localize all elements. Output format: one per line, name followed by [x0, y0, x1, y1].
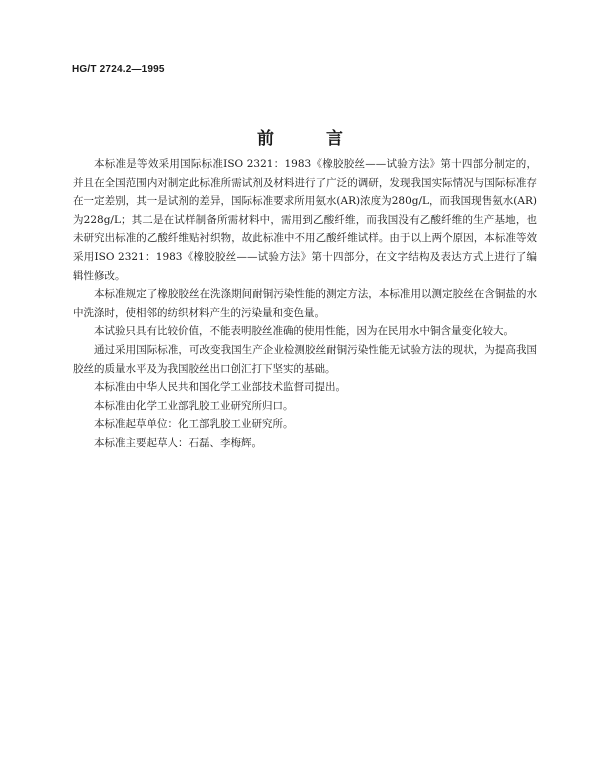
page-title: 前言: [257, 129, 395, 149]
document-body: [73, 155, 537, 453]
paragraph-benefit: 通过采用国际标准，可改变我国生产企业检测胶丝耐铜污染性能无试验方法的现状，为提高我国胶丝的质量水平及为我国胶丝出口创汇打下坚实的基础。: [73, 343, 537, 375]
paragraph-drafting-unit: 本标准起草单位：化工部乳胶工业研究所。: [94, 418, 294, 431]
paragraph-administrator: 本标准由化学工业部乳胶工业研究所归口。: [94, 399, 294, 412]
paragraph-drafters: 本标准主要起草人：石磊、李梅辉。: [94, 436, 262, 449]
standard-code: HG/T 2724.2—1995: [72, 64, 165, 75]
paragraph-comparative-value: 本试验只具有比较价值，不能表明胶丝准确的使用性能，因为在民用水中铜含量变化较大。: [94, 325, 514, 338]
paragraph-scope: 本标准规定了橡胶胶丝在洗涤期间耐铜污染性能的测定方法，本标准用以测定胶丝在含铜盐的水中洗涤时，使相邻的纺织材料产生的污染量和变色量。: [73, 288, 537, 319]
paragraph-proposer: 本标准由中华人民共和国化学工业部技术监督司提出。: [94, 381, 346, 394]
paragraph-adoption: 本标准是等效采用国际标准ISO 2321：1983《橡胶胶丝——试验方法》第十四部分制定的，并且在全国范围内对制定此标准所需试剂及材料进行了广泛的调研，发现我国实际情况与国际标准存在一定差别，其一是试剂的差异，国际标准要求所用氨水(AR)浓度为280g/L，而我国现售氨水(AR)为228g/L；其二是在试样制备所需材料中，需用到乙酸纤维，而我国没有乙酸纤维的生产基地，也未研究出标准的乙酸纤维贴衬织物，故此标准中不用乙酸纤维试样。由于以上两个原因，本标准等效采用ISO 2321：1983《橡胶胶丝——试验方法》第十四部分，在文字结构及表达方式上进行了编辑性修改。: [73, 158, 537, 282]
